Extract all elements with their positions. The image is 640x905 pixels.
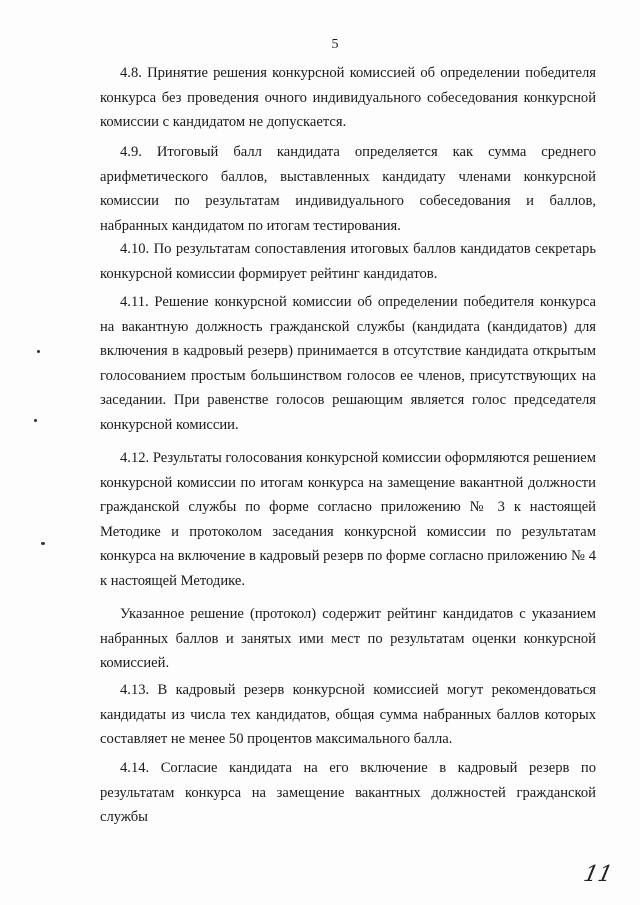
handwritten-sheet-number: 11	[581, 862, 615, 887]
paragraph-4-12: 4.12. Результаты голосования конкурсной комиссии оформляются решением конкурсной комиссии по итогам конкурса на замещение вакантной должности гражданской службы по форме согласно приложению № 3 к настоящей Методике и протоколом заседания конкурсной комиссии по результатам конкурса на включение в кадровый резерв по форме согласно приложению № 4 к настоящей Методике.	[100, 450, 596, 589]
paragraph-decision-rating: Указанное решение (протокол) содержит рейтинг кандидатов с указанием набранных баллов и занятых ими мест по результатам оценки конкурсной комиссией.	[100, 606, 596, 672]
paragraph-4-10: 4.10. По результатам сопоставления итоговых баллов кандидатов секретарь конкурсной комиссии формирует рейтинг кандидатов.	[100, 241, 596, 282]
scan-speck	[37, 350, 40, 353]
paragraph-4-13: 4.13. В кадровый резерв конкурсной комиссией могут рекомендоваться кандидаты из числа тех кандидатов, общая сумма набранных баллов которых составляет не менее 50 процентов максимального балла.	[100, 682, 596, 748]
page-number: 5	[331, 37, 339, 52]
paragraph-4-11: 4.11. Решение конкурсной комиссии об определении победителя конкурса на вакантную должность гражданской службы (кандидата (кандидатов) для включения в кадровый резерв) принимается в отсутствие кандидата открытым голосованием простым большинством голосов ее членов, присутствующих на заседании. При равенстве голосов решающим является голос председателя конкурсной комиссии.	[100, 294, 596, 433]
paragraph-4-14: 4.14. Согласие кандидата на его включение в кадровый резерв по результатам конкурса на замещение вакантных должностей гражданской службы	[100, 760, 596, 826]
paragraph-4-8: 4.8. Принятие решения конкурсной комиссией об определении победителя конкурса без проведения очного индивидуального собеседования конкурсной комиссии с кандидатом не допускается.	[100, 65, 596, 131]
scan-speck	[34, 419, 37, 422]
paragraph-4-9: 4.9. Итоговый балл кандидата определяется как сумма среднего арифметического баллов, выставленных кандидату членами конкурсной комиссии по результатам индивидуального собеседования и баллов, набранных кандидатом по итогам тестирования.	[100, 144, 596, 234]
scan-speck	[41, 542, 45, 545]
